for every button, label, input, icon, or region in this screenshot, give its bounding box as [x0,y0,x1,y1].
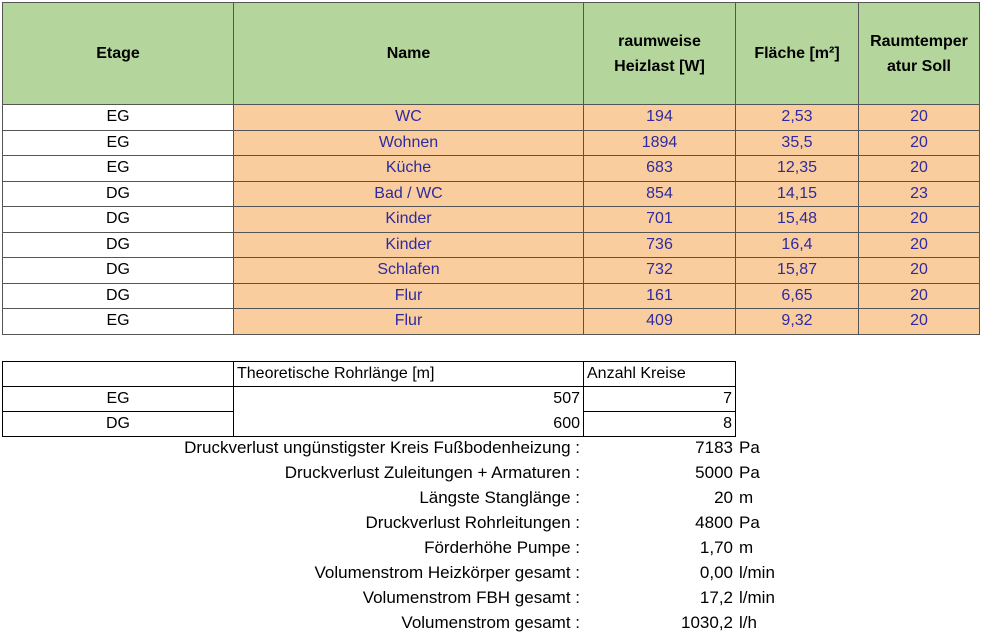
room-etage-cell[interactable]: DG [3,207,234,233]
pipe-rohr[interactable]: 507 [234,387,584,412]
summary-row [0,510,988,535]
summary-row [0,485,988,510]
summary-value[interactable]: 4800 [695,513,733,532]
room-name-cell[interactable]: Kinder [234,232,584,258]
summary-unit: m [739,538,754,557]
summary-unit: m [739,488,754,507]
room-temp-cell[interactable]: 23 [859,181,980,207]
pipe-row [3,412,736,437]
summary-unit: Pa [739,438,760,457]
summary-value[interactable]: 20 [714,488,733,507]
room-etage-cell[interactable]: DG [3,181,234,207]
room-temp-cell[interactable]: 20 [859,207,980,233]
room-temp-cell[interactable]: 20 [859,156,980,182]
room-name-cell[interactable]: Flur [234,283,584,309]
header-temp[interactable] [859,3,980,105]
summary-label: Druckverlust Zuleitungen + Armaturen : [284,463,580,482]
header-heizlast-text: raumweise Heizlast [W] [614,32,705,75]
room-temp-cell[interactable]: 20 [859,283,980,309]
room-table-body [3,105,980,335]
pipe-header-rohr[interactable]: Theoretische Rohrlänge [m] [234,362,584,387]
pipe-etage[interactable]: DG [3,412,234,437]
room-flaeche-cell[interactable]: 16,4 [736,232,859,258]
room-temp-cell[interactable]: 20 [859,258,980,284]
room-row [3,156,980,182]
pipe-kreise[interactable]: 8 [584,412,736,437]
pipe-etage[interactable]: EG [3,387,234,412]
room-flaeche-cell[interactable]: 12,35 [736,156,859,182]
room-row [3,181,980,207]
pipe-table-header [3,362,736,387]
summary-unit: l/min [739,588,775,607]
summary-label: Volumenstrom Heizkörper gesamt : [314,563,580,582]
room-table-header [3,3,980,105]
room-etage-cell[interactable]: EG [3,156,234,182]
room-row [3,309,980,335]
room-etage-cell[interactable]: EG [3,309,234,335]
room-etage-cell[interactable]: DG [3,258,234,284]
room-name-cell[interactable]: Flur [234,309,584,335]
summary-label: Druckverlust ungünstigster Kreis Fußbodenheizung : [184,438,580,457]
room-etage-cell[interactable]: DG [3,232,234,258]
room-name-cell[interactable]: Küche [234,156,584,182]
room-heizlast-cell[interactable]: 683 [584,156,736,182]
room-flaeche-cell[interactable]: 2,53 [736,105,859,131]
room-heizlast-cell[interactable]: 732 [584,258,736,284]
room-flaeche-cell[interactable]: 15,48 [736,207,859,233]
room-heizlast-cell[interactable]: 736 [584,232,736,258]
room-flaeche-cell[interactable]: 9,32 [736,309,859,335]
summary-value[interactable]: 5000 [695,463,733,482]
room-temp-cell[interactable]: 20 [859,232,980,258]
room-flaeche-cell[interactable]: 14,15 [736,181,859,207]
room-heizlast-cell[interactable]: 409 [584,309,736,335]
room-row [3,105,980,131]
summary-unit: Pa [739,513,760,532]
header-name[interactable]: Name [234,3,584,105]
room-heizlast-cell[interactable]: 161 [584,283,736,309]
header-flaeche[interactable]: Fläche [m²] [736,3,859,105]
room-temp-cell[interactable]: 20 [859,105,980,131]
room-name-cell[interactable]: Kinder [234,207,584,233]
room-flaeche-cell[interactable]: 6,65 [736,283,859,309]
summary-row [0,585,988,610]
summary-value[interactable]: 1030,2 [681,613,733,632]
room-heizlast-cell[interactable]: 1894 [584,130,736,156]
room-row [3,207,980,233]
summary-label: Förderhöhe Pumpe : [424,538,580,557]
pipe-header-empty[interactable] [3,362,234,387]
summary-value[interactable]: 7183 [695,438,733,457]
summary-label: Volumenstrom FBH gesamt : [362,588,580,607]
room-temp-cell[interactable]: 20 [859,309,980,335]
summary-row [0,535,988,560]
summary-value[interactable]: 1,70 [699,538,733,557]
summary-row [0,435,988,460]
summary-row [0,460,988,485]
summary-unit: l/min [739,563,775,582]
room-row [3,258,980,284]
room-heizlast-cell[interactable]: 701 [584,207,736,233]
room-heizlast-cell[interactable]: 194 [584,105,736,131]
room-name-cell[interactable]: Wohnen [234,130,584,156]
summary-row [0,610,988,635]
room-flaeche-cell[interactable]: 15,87 [736,258,859,284]
pipe-kreise[interactable]: 7 [584,387,736,412]
room-etage-cell[interactable]: DG [3,283,234,309]
header-etage[interactable]: Etage [3,3,234,105]
room-table [2,2,980,335]
room-temp-cell[interactable]: 20 [859,130,980,156]
pipe-header-kreise[interactable]: Anzahl Kreise [584,362,736,387]
room-row [3,283,980,309]
pipe-table [2,361,736,437]
room-flaeche-cell[interactable]: 35,5 [736,130,859,156]
room-heizlast-cell[interactable]: 854 [584,181,736,207]
summary-label: Druckverlust Rohrleitungen : [365,513,580,532]
summary-value[interactable]: 0,00 [699,563,733,582]
room-row [3,130,980,156]
summary-label: Längste Stanglänge : [419,488,580,507]
header-temp-text: Raumtemper atur Soll [870,32,968,75]
room-name-cell[interactable]: Schlafen [234,258,584,284]
pipe-row [3,387,736,412]
room-name-cell[interactable]: Bad / WC [234,181,584,207]
pipe-rohr[interactable]: 600 [234,412,584,437]
summary-row [0,560,988,585]
room-etage-cell[interactable]: EG [3,105,234,131]
room-name-cell[interactable]: WC [234,105,584,131]
summary-unit: Pa [739,463,760,482]
room-etage-cell[interactable]: EG [3,130,234,156]
summary-value[interactable]: 17,2 [699,588,733,607]
header-heizlast[interactable] [584,3,736,105]
summary-unit: l/h [739,613,757,632]
room-row [3,232,980,258]
summary-label: Volumenstrom gesamt : [401,613,580,632]
